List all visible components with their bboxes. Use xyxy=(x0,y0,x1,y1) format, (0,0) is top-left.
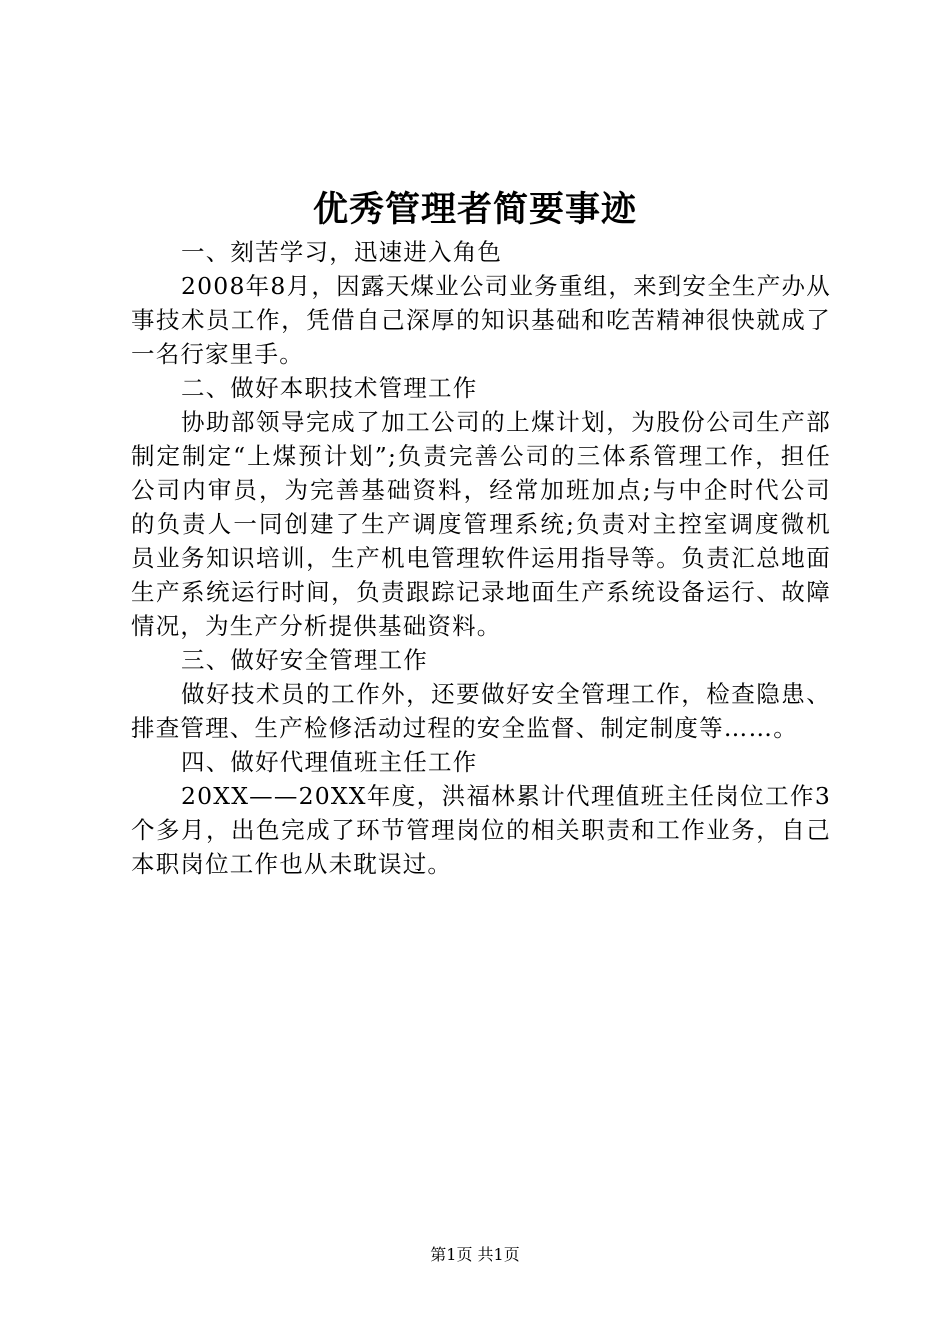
document-body xyxy=(131,235,831,881)
section-heading-1: 一、刻苦学习，迅速进入角色 xyxy=(181,238,503,266)
document-title: 优秀管理者简要事迹 xyxy=(312,189,637,230)
section-heading-2: 二、做好本职技术管理工作 xyxy=(181,374,478,402)
paragraph-4: 20XX——20XX年度，洪福林累计代理值班主任岗位工作3个多月，出色完成了环节管理岗位的相关职责和工作业务，自己本职岗位工作也从未耽误过。 xyxy=(131,782,831,878)
page-footer: 第1页 共1页 xyxy=(430,1245,520,1264)
section-heading-4: 四、做好代理值班主任工作 xyxy=(181,748,478,776)
paragraph-1: 2008年8月，因露天煤业公司业务重组，来到安全生产办从事技术员工作，凭借自己深厚的知识基础和吃苦精神很快就成了一名行家里手。 xyxy=(131,272,831,368)
section-heading-3: 三、做好安全管理工作 xyxy=(181,646,428,674)
paragraph-2: 协助部领导完成了加工公司的上煤计划，为股份公司生产部制定制定“上煤预计划”;负责完善公司的三体系管理工作，担任公司内审员，为完善基础资料，经常加班加点;与中企时代公司的负责人一同创建了生产调度管理系统;负责对主控室调度微机员业务知识培训，生产机电管理软件运用指导等。负责汇总地面生产系统运行时间，负责跟踪记录地面生产系统设备运行、故障情况，为生产分析提供基础资料。 xyxy=(131,408,831,640)
paragraph-3: 做好技术员的工作外，还要做好安全管理工作，检查隐患、排查管理、生产检修活动过程的安全监督、制定制度等……。 xyxy=(131,680,831,742)
